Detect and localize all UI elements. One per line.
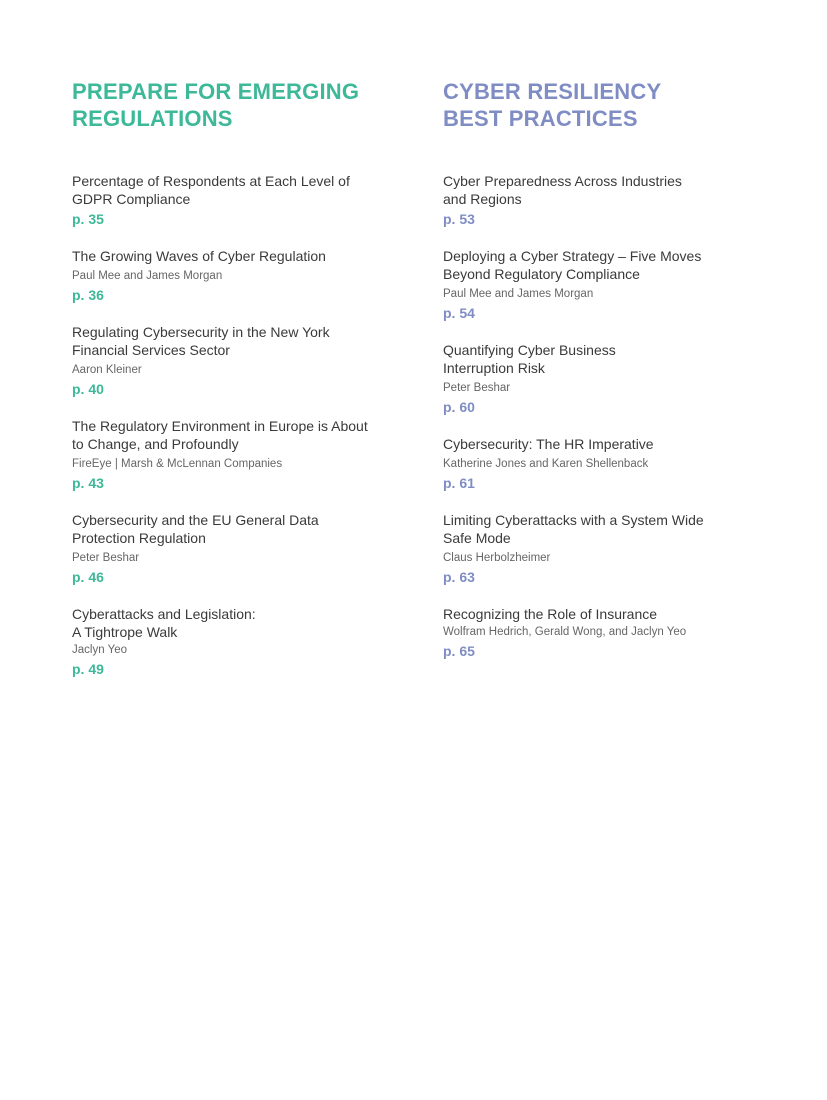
entry-author: Peter Beshar — [443, 382, 511, 394]
entry-title[interactable]: Cyberattacks and Legislation: A Tightrope Walk — [72, 606, 256, 640]
entry-title[interactable]: Recognizing the Role of Insurance — [443, 606, 658, 622]
entry-page[interactable]: p. 63 — [443, 569, 475, 585]
entry-title[interactable]: The Regulatory Environment in Europe is About to Change, and Profoundly — [72, 418, 368, 452]
entry-page[interactable]: p. 60 — [443, 399, 475, 415]
entry-page[interactable]: p. 65 — [443, 643, 475, 659]
entry-page[interactable]: p. 36 — [72, 287, 104, 303]
list-item[interactable] — [72, 247, 402, 304]
entry-author: Jaclyn Yeo — [72, 644, 127, 656]
entry-author: Wolfram Hedrich, Gerald Wong, and Jaclyn Yeo — [443, 626, 687, 638]
entry-list — [72, 172, 402, 678]
entry-author: Katherine Jones and Karen Shellenback — [443, 458, 649, 470]
entry-title[interactable]: Cybersecurity: The HR Imperative — [443, 436, 654, 452]
list-item[interactable] — [443, 172, 743, 228]
entry-author: Peter Beshar — [72, 552, 140, 564]
entry-page[interactable]: p. 43 — [72, 475, 104, 491]
entry-author: Claus Herbolzheimer — [443, 552, 551, 564]
entry-title[interactable]: Cyber Preparedness Across Industries and Regions — [443, 173, 682, 207]
right-column — [443, 78, 743, 679]
section-title: PREPARE FOR EMERGING REGULATIONS — [72, 79, 360, 131]
entry-page[interactable]: p. 49 — [72, 661, 104, 677]
entry-title[interactable]: Quantifying Cyber Business Interruption Risk — [443, 342, 616, 376]
entry-title[interactable]: Cybersecurity and the EU General Data Protection Regulation — [72, 512, 319, 546]
entry-list — [443, 172, 743, 660]
section-title: CYBER RESILIENCY BEST PRACTICES — [443, 79, 662, 131]
entry-title[interactable]: Limiting Cyberattacks with a System Wide Safe Mode — [443, 512, 704, 546]
list-item[interactable] — [443, 435, 743, 492]
list-item[interactable] — [443, 605, 743, 660]
entry-author: Aaron Kleiner — [72, 364, 142, 376]
entry-title[interactable]: Deploying a Cyber Strategy – Five Moves Beyond Regulatory Compliance — [443, 248, 702, 282]
list-item[interactable] — [443, 341, 743, 416]
list-item[interactable] — [72, 323, 402, 398]
list-item[interactable] — [72, 511, 402, 586]
entry-page[interactable]: p. 46 — [72, 569, 104, 585]
left-column — [72, 78, 402, 697]
list-item[interactable] — [72, 172, 402, 228]
entry-title[interactable]: Regulating Cybersecurity in the New York Financial Services Sector — [72, 324, 330, 358]
entry-title[interactable]: Percentage of Respondents at Each Level of GDPR Compliance — [72, 173, 350, 207]
list-item[interactable] — [443, 511, 743, 586]
entry-author: Paul Mee and James Morgan — [72, 270, 223, 282]
entry-title[interactable]: The Growing Waves of Cyber Regulation — [72, 248, 326, 264]
list-item[interactable] — [72, 417, 402, 492]
entry-page[interactable]: p. 53 — [443, 211, 475, 227]
list-item[interactable] — [443, 247, 743, 322]
entry-author: FireEye | Marsh & McLennan Companies — [72, 458, 283, 470]
entry-author: Paul Mee and James Morgan — [443, 288, 594, 300]
entry-page[interactable]: p. 61 — [443, 475, 475, 491]
entry-page[interactable]: p. 35 — [72, 211, 104, 227]
list-item[interactable] — [72, 605, 402, 678]
entry-page[interactable]: p. 54 — [443, 305, 475, 321]
entry-page[interactable]: p. 40 — [72, 381, 104, 397]
